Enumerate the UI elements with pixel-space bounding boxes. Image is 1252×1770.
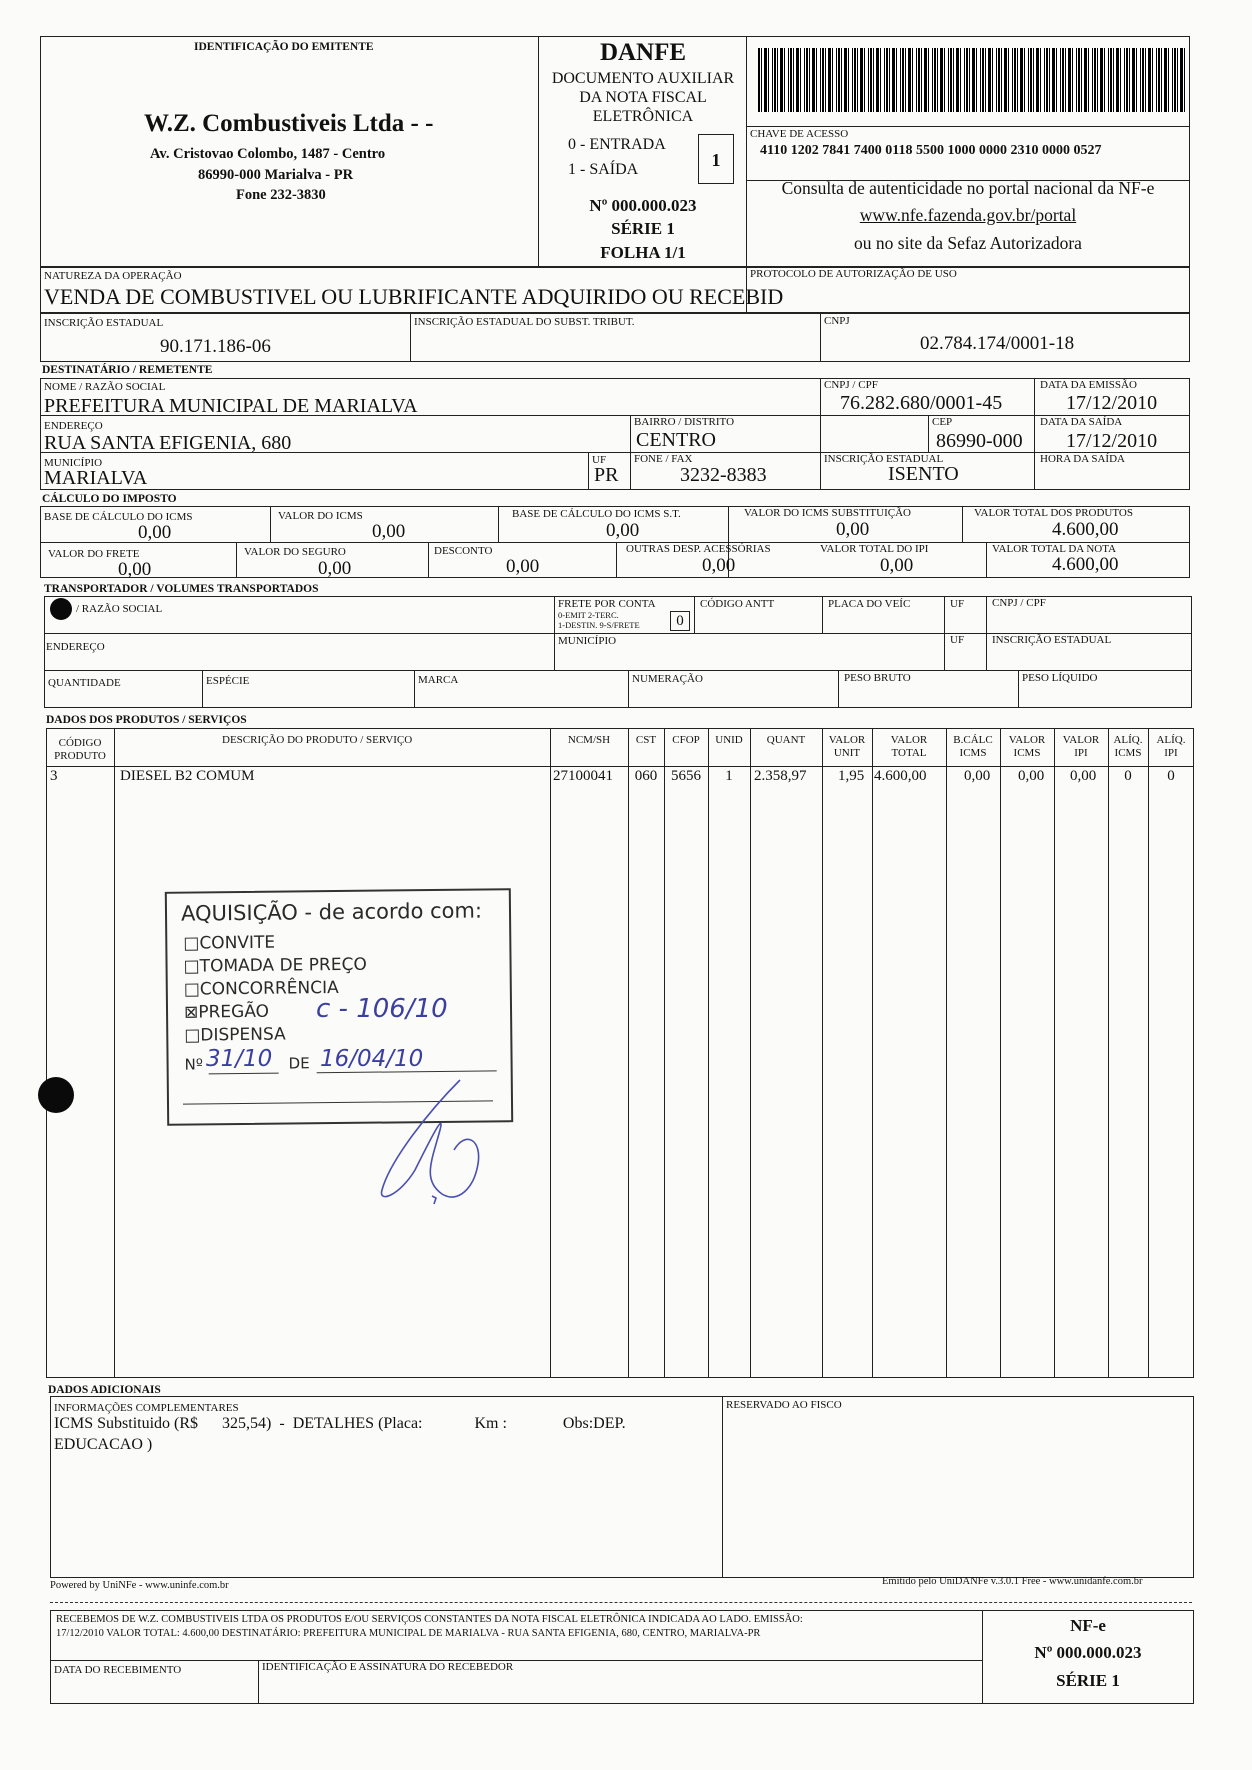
emitente-address: Av. Cristovao Colombo, 1487 - Centro (150, 146, 386, 162)
hdr-unid: UNID (715, 734, 743, 746)
base-st-value: 0,00 (606, 520, 640, 541)
chave-value: 4110 1202 7841 7400 0118 5500 1000 0000 2310 0000 0527 (760, 143, 1102, 158)
hdr-codigo-2: PRODUTO (54, 750, 106, 762)
cell-vtotal: 4.600,00 (874, 768, 927, 784)
especie-label: ESPÉCIE (206, 675, 250, 687)
hdr-quant: QUANT (766, 734, 806, 746)
hdr-vicms-2: ICMS (1013, 747, 1041, 759)
hdr-cfop: CFOP (672, 734, 700, 746)
dest-ie-value: ISENTO (888, 463, 959, 485)
reservado-fisco-label: RESERVADO AO FISCO (726, 1399, 842, 1411)
transporte-section-label: TRANSPORTADOR / VOLUMES TRANSPORTADOS (44, 583, 319, 595)
ie-value: 90.171.186-06 (160, 336, 271, 357)
seguro-label: VALOR DO SEGURO (244, 546, 346, 558)
danfe-subtitle-1: DOCUMENTO AUXILIAR (551, 70, 735, 87)
cut-line (50, 1602, 1192, 1603)
cell-ncm: 27100041 (553, 768, 613, 784)
stamp-opt-pregao: ⊠PREGÃO (183, 1001, 270, 1023)
marca-label: MARCA (418, 674, 459, 686)
hdr-vtotal-2: TOTAL (891, 747, 927, 759)
hdr-aicms-2: ICMS (1114, 747, 1142, 759)
numeracao-label: NUMERAÇÃO (632, 673, 703, 685)
outras-value: 0,00 (702, 555, 736, 576)
emitente-section-label: IDENTIFICAÇÃO DO EMITENTE (194, 41, 374, 53)
cell-quant: 2.358,97 (754, 768, 807, 784)
hdr-cst: CST (635, 734, 657, 746)
transp-uf2-label: UF (950, 634, 965, 646)
valor-st-value: 0,00 (836, 519, 870, 540)
hdr-aipi-2: IPI (1164, 747, 1178, 759)
emissao-value: 17/12/2010 (1066, 392, 1158, 414)
base-st-label: BASE DE CÁLCULO DO ICMS S.T. (512, 508, 681, 520)
emitente-phone: Fone 232-3830 (236, 187, 326, 203)
cell-vicms: 0,00 (1018, 768, 1045, 784)
nota-folha: FOLHA 1/1 (600, 243, 686, 262)
emitente-name: W.Z. Combustiveis Ltda - - (144, 110, 434, 137)
ie-label: INSCRIÇÃO ESTADUAL (44, 317, 164, 329)
handwritten-pregao: c - 106/10 (316, 994, 448, 1024)
danfe-title: DANFE (599, 39, 687, 66)
nota-numero: Nº 000.000.023 (589, 196, 697, 215)
bairro-value: CENTRO (636, 429, 716, 451)
entrada-option: 0 - ENTRADA (568, 136, 666, 153)
saida-value: 17/12/2010 (1066, 430, 1158, 452)
cep-value: 86990-000 (936, 430, 1023, 452)
data-recebimento-label: DATA DO RECEBIMENTO (54, 1664, 182, 1676)
frete-conta-label: FRETE POR CONTA (558, 598, 656, 610)
danfe-subtitle-2: DA NOTA FISCAL (579, 89, 707, 106)
bairro-label: BAIRRO / DISTRITO (634, 416, 735, 428)
info-comp-line-1: ICMS Substituido (R$ 325,54) - DETALHES (Placa: Km : Obs:DEP. (54, 1415, 626, 1432)
cell-cst: 060 (634, 768, 658, 784)
cnpj-label: CNPJ (824, 315, 850, 327)
punch-hole-top (50, 598, 72, 620)
frete-value-box: 0 (670, 611, 690, 631)
stamp-opt-convite: □CONVITE (183, 932, 276, 954)
info-comp-label: INFORMAÇÕES COMPLEMENTARES (54, 1402, 239, 1414)
nota-serie: SÉRIE 1 (611, 219, 675, 238)
outras-label: OUTRAS DESP. ACESSÓRIAS (626, 543, 771, 555)
dest-cnpj-label: CNPJ / CPF (824, 379, 878, 391)
hdr-codigo-1: CÓDIGO (58, 737, 102, 749)
hdr-descricao: DESCRIÇÃO DO PRODUTO / SERVIÇO (222, 734, 413, 746)
canhoto-text-1: RECEBEMOS DE W.Z. COMBUSTIVEIS LTDA OS PRODUTOS E/OU SERVIÇOS CONSTANTES DA NOTA FISCAL ELETRÔNICA INDICADA AO LADO. EMISSÃO: (56, 1614, 803, 1625)
frete-opts-2: 1-DESTIN. 9-S/FRETE (558, 620, 640, 630)
tipo-box: 1 (698, 134, 734, 184)
canhoto-text-2: 17/12/2010 VALOR TOTAL: 4.600,00 DESTINATÁRIO: PREFEITURA MUNICIPAL DE MARIALVA - RUA SANTA EFIGENIA, 680, CENTRO, MARIALVA-PR (56, 1628, 761, 1639)
transp-razao-label: / RAZÃO SOCIAL (76, 603, 163, 615)
destinatario-section-label: DESTINATÁRIO / REMETENTE (42, 364, 213, 376)
cell-codigo: 3 (50, 768, 58, 784)
dest-nome-label: NOME / RAZÃO SOCIAL (44, 381, 166, 393)
cep-label: CEP (932, 416, 953, 428)
antt-label: CÓDIGO ANTT (700, 598, 775, 610)
total-produtos-value: 4.600,00 (1052, 519, 1119, 540)
saida-option: 1 - SAÍDA (568, 161, 639, 178)
ie-subst-label: INSCRIÇÃO ESTADUAL DO SUBST. TRIBUT. (414, 316, 635, 328)
protocolo-label: PROTOCOLO DE AUTORIZAÇÃO DE USO (750, 268, 957, 280)
hdr-vicms-1: VALOR (1008, 734, 1046, 746)
ipi-label: VALOR TOTAL DO IPI (820, 543, 929, 555)
hdr-vunit-2: UNIT (833, 747, 861, 759)
cell-bcalc: 0,00 (964, 768, 991, 784)
cell-unid: 1 (725, 768, 733, 784)
natureza-value: VENDA DE COMBUSTIVEL OU LUBRIFICANTE ADQUIRIDO OU RECEBID (44, 284, 784, 309)
emitido-pelo: Emitido pelo UniDANFe v.3.0.1 Free - www.unidanfe.com.br (882, 1576, 1143, 1587)
total-produtos-label: VALOR TOTAL DOS PRODUTOS (974, 507, 1133, 519)
dest-endereco-label: ENDEREÇO (44, 420, 103, 432)
canhoto-nfe: NF-e (1070, 1616, 1106, 1635)
uf-value: PR (594, 464, 619, 486)
stamp-opt-concorrencia: □CONCORRÊNCIA (183, 978, 339, 1000)
peso-liquido-label: PESO LÍQUIDO (1022, 672, 1098, 684)
signature-mark (370, 1070, 490, 1210)
canhoto-numero: Nº 000.000.023 (1034, 1643, 1142, 1662)
hdr-aicms-1: ALÍQ. (1113, 734, 1143, 746)
fone-label: FONE / FAX (634, 453, 693, 465)
chave-label: CHAVE DE ACESSO (750, 128, 849, 140)
cell-aipi: 0 (1167, 768, 1175, 784)
saida-label: DATA DA SAÍDA (1040, 416, 1123, 428)
consulta-url[interactable]: www.nfe.fazenda.gov.br/portal (859, 205, 1077, 225)
canhoto-serie: SÉRIE 1 (1056, 1671, 1120, 1690)
desconto-label: DESCONTO (434, 545, 493, 557)
stamp-de: DE (288, 1054, 310, 1073)
hdr-vunit-1: VALOR (828, 734, 866, 746)
cell-vunit: 1,95 (838, 768, 865, 784)
danfe-subtitle-3: ELETRÔNICA (592, 108, 694, 125)
punch-hole-left (38, 1077, 74, 1113)
stamp-opt-dispensa: □DISPENSA (184, 1024, 286, 1046)
frete-opts-1: 0-EMIT 2-TERC. (558, 610, 619, 620)
quantidade-label: QUANTIDADE (48, 677, 121, 689)
transp-municipio-label: MUNICÍPIO (558, 635, 617, 647)
stamp-opt-tomada: □TOMADA DE PREÇO (183, 954, 367, 977)
dest-cnpj: 76.282.680/0001-45 (840, 392, 1003, 414)
handwritten-numero: 31/10 (206, 1046, 273, 1072)
fone-value: 3232-8383 (680, 464, 767, 486)
cell-descricao: DIESEL B2 COMUM (120, 768, 255, 784)
stamp-title: AQUISIÇÃO - de acordo com: (180, 898, 483, 926)
municipio-label: MUNICÍPIO (44, 457, 103, 469)
transp-cnpj-label: CNPJ / CPF (992, 597, 1046, 609)
dest-ie-label: INSCRIÇÃO ESTADUAL (824, 453, 944, 465)
hora-label: HORA DA SAÍDA (1040, 453, 1125, 465)
municipio-value: MARIALVA (44, 467, 148, 489)
transp-ie-label: INSCRIÇÃO ESTADUAL (992, 634, 1112, 646)
hdr-vtotal-1: VALOR (890, 734, 928, 746)
hdr-aipi-1: ALÍQ. (1156, 734, 1186, 746)
peso-bruto-label: PESO BRUTO (844, 672, 911, 684)
ipi-value: 0,00 (880, 555, 914, 576)
adicionais-section-label: DADOS ADICIONAIS (48, 1384, 161, 1396)
handwritten-data: 16/04/10 (320, 1046, 424, 1072)
hdr-bcalc-2: ICMS (959, 747, 987, 759)
cell-cfop: 5656 (671, 768, 701, 784)
frete-value: 0,00 (118, 559, 152, 580)
desconto-value: 0,00 (506, 556, 540, 577)
dest-nome: PREFEITURA MUNICIPAL DE MARIALVA (44, 395, 418, 417)
barcode (758, 48, 1186, 112)
frete-label: VALOR DO FRETE (48, 548, 140, 560)
powered-by: Powered by UniNFe - www.uninfe.com.br (50, 1580, 229, 1591)
base-icms-label: BASE DE CÁLCULO DO ICMS (44, 511, 193, 523)
natureza-label: NATUREZA DA OPERAÇÃO (44, 270, 182, 282)
consulta-sefaz: ou no site da Sefaz Autorizadora (854, 233, 1082, 253)
uf-label: UF (592, 454, 607, 466)
placa-label: PLACA DO VEÍC (828, 598, 911, 610)
transp-endereco-label: ENDEREÇO (46, 641, 105, 653)
valor-icms-value: 0,00 (372, 521, 406, 542)
info-comp-line-2: EDUCACAO ) (54, 1436, 153, 1453)
valor-icms-label: VALOR DO ICMS (278, 510, 363, 522)
imposto-section-label: CÁLCULO DO IMPOSTO (42, 493, 177, 505)
ident-recebedor-label: IDENTIFICAÇÃO E ASSINATURA DO RECEBEDOR (262, 1661, 514, 1673)
stamp-numero-prefix: Nº (184, 1055, 203, 1074)
hdr-vipi-1: VALOR (1062, 734, 1100, 746)
total-nota-label: VALOR TOTAL DA NOTA (992, 543, 1117, 555)
valor-st-label: VALOR DO ICMS SUBSTITUIÇÃO (744, 507, 911, 519)
produtos-section-label: DADOS DOS PRODUTOS / SERVIÇOS (46, 714, 247, 726)
cnpj-value: 02.784.174/0001-18 (920, 333, 1075, 354)
cell-aicms: 0 (1124, 768, 1132, 784)
consulta-text: Consulta de autenticidade no portal nacional da NF-e (781, 178, 1155, 198)
emissao-label: DATA DA EMISSÃO (1040, 379, 1137, 391)
seguro-value: 0,00 (318, 558, 352, 579)
transp-uf-label: UF (950, 598, 965, 610)
dest-endereco: RUA SANTA EFIGENIA, 680 (44, 432, 292, 454)
hdr-ncm: NCM/SH (567, 734, 611, 746)
total-nota-value: 4.600,00 (1052, 554, 1119, 575)
hdr-bcalc-1: B.CÁLC (953, 734, 993, 746)
emitente-city: 86990-000 Marialva - PR (198, 167, 354, 183)
base-icms-value: 0,00 (138, 522, 172, 543)
hdr-vipi-2: IPI (1074, 747, 1088, 759)
cell-vipi: 0,00 (1070, 768, 1097, 784)
